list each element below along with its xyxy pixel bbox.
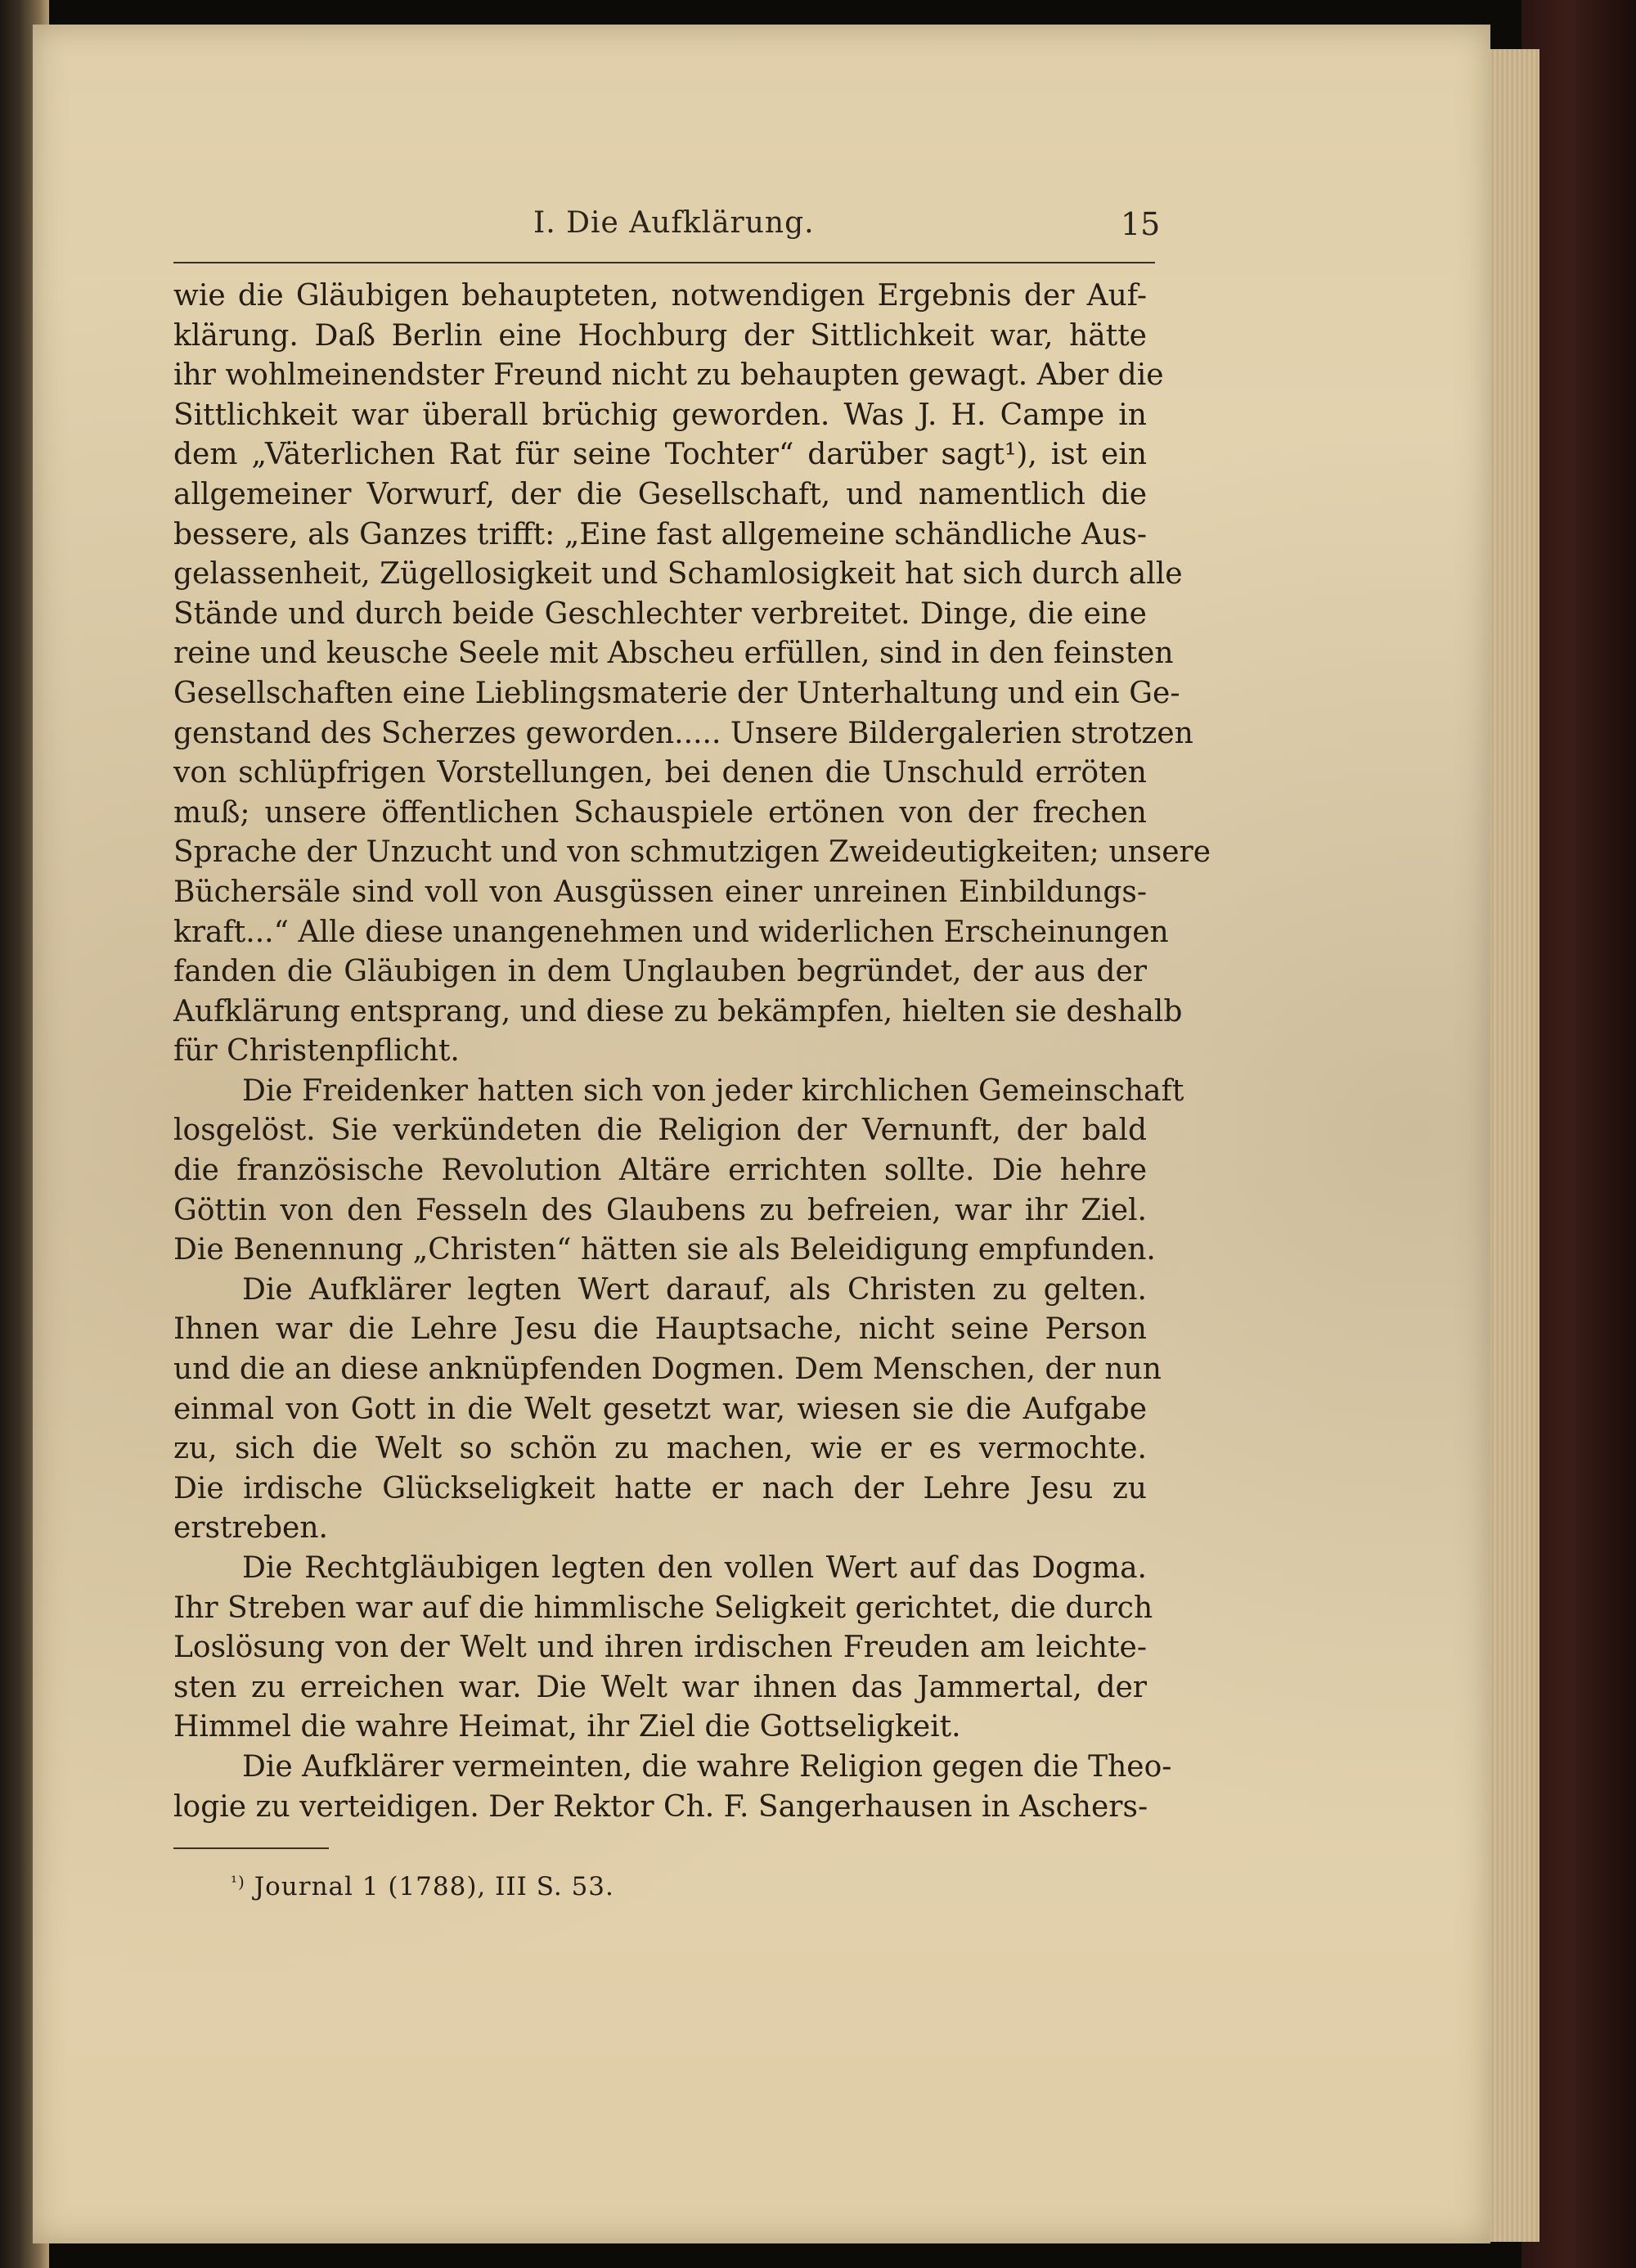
page-number: 15 (1121, 206, 1161, 242)
text-line: für Christenpflicht. (173, 1034, 460, 1069)
text-line: losgelöst. Sie verkündeten die Religion der Vernunft, der bald (173, 1114, 1147, 1148)
text-line: die französische Revolution Altäre errichten sollte. Die hehre (173, 1154, 1147, 1188)
text-line: bessere, als Ganzes trifft: „Eine fast allgemeine schändliche Aus- (173, 517, 1147, 551)
text-line: genstand des Scherzes geworden..... Unsere Bildergalerien strotzen (173, 716, 1193, 750)
text-line: einmal von Gott in die Welt gesetzt war, wiesen sie die Aufgabe (173, 1392, 1147, 1426)
text-line: Ihnen war die Lehre Jesu die Hauptsache, nicht seine Person (173, 1312, 1147, 1347)
footnote (231, 1872, 614, 1901)
text-line: Die irdische Glückseligkeit hatte er nach der Lehre Jesu zu (173, 1471, 1147, 1505)
text-line: zu, sich die Welt so schön zu machen, wie er es vermochte. (173, 1432, 1147, 1466)
text-line: reine und keusche Seele mit Abscheu erfüllen, sind in den feinsten (173, 637, 1174, 671)
text-line: Büchersäle sind voll von Ausgüssen einer unreinen Einbildungs- (173, 875, 1147, 909)
text-line: muß; unsere öffentlichen Schauspiele ertönen von der frechen (173, 795, 1147, 830)
footnote-text: Journal 1 (1788), III S. 53. (254, 1872, 614, 1901)
text-line: Himmel die wahre Heimat, ihr Ziel die Gottseligkeit. (173, 1710, 961, 1744)
text-line: Die Freidenker hatten sich von jeder kirchlichen Gemeinschaft (242, 1073, 1184, 1108)
text-line: Die Aufklärer legten Wert darauf, als Christen zu gelten. (242, 1272, 1147, 1307)
text-line: wie die Gläubigen behaupteten, notwendigen Ergebnis der Auf- (173, 279, 1147, 313)
body-text (173, 277, 1211, 1827)
text-line: ihr wohlmeinendster Freund nicht zu behaupten gewagt. Aber die (173, 358, 1164, 393)
text-line: Aufklärung entsprang, und diese zu bekämpfen, hielten sie deshalb (173, 994, 1183, 1028)
text-line: Sittlichkeit war überall brüchig geworden. Was J. H. Campe in (173, 398, 1147, 432)
text-line: klärung. Daß Berlin eine Hochburg der Sittlichkeit war, hätte (173, 318, 1147, 353)
text-line: Ihr Streben war auf die himmlische Seligkeit gerichtet, die durch (173, 1591, 1153, 1625)
footnote-rule (173, 1847, 329, 1849)
text-line: erstreben. (173, 1511, 328, 1546)
text-line: Göttin von den Fesseln des Glaubens zu befreien, war ihr Ziel. (173, 1193, 1147, 1227)
page-header (173, 206, 1161, 272)
text-line: Stände und durch beide Geschlechter verbreitet. Dinge, die eine (173, 596, 1147, 631)
header-rule (173, 262, 1155, 263)
text-line: dem „Väterlichen Rat für seine Tochter“ darüber sagt¹), ist ein (173, 438, 1147, 472)
text-line: Die Benennung „Christen“ hätten sie als Beleidigung empfunden. (173, 1233, 1156, 1267)
text-line: Loslösung von der Welt und ihren irdischen Freuden am leichte- (173, 1631, 1147, 1665)
text-line: logie zu verteidigen. Der Rektor Ch. F. Sangerhausen in Aschers- (173, 1789, 1148, 1824)
text-line: Gesellschaften eine Lieblingsmaterie der Unterhaltung und ein Ge- (173, 676, 1180, 710)
text-line: sten zu erreichen war. Die Welt war ihnen das Jammertal, der (173, 1670, 1147, 1704)
text-line: von schlüpfrigen Vorstellungen, bei denen die Unschuld erröten (173, 756, 1147, 790)
running-title: I. Die Aufklärung. (533, 206, 815, 240)
text-line: Sprache der Unzucht und von schmutzigen Zweideutigkeiten; unsere (173, 835, 1211, 870)
footnote-marker: ¹) (231, 1872, 245, 1892)
text-line: allgemeiner Vorwurf, der die Gesellschaft, und namentlich die (173, 477, 1147, 511)
text-line: fanden die Gläubigen in dem Unglauben begründet, der aus der (173, 955, 1147, 989)
text-line: Die Rechtgläubigen legten den vollen Wert auf das Dogma. (242, 1551, 1147, 1585)
page-stack-edge (1490, 49, 1539, 2242)
text-line: Die Aufklärer vermeinten, die wahre Religion gegen die Theo- (242, 1749, 1172, 1784)
text-line: kraft...“ Alle diese unangenehmen und widerlichen Erscheinungen (173, 915, 1169, 949)
text-line: und die an diese anknüpfenden Dogmen. Dem Menschen, der nun (173, 1352, 1162, 1387)
text-line: gelassenheit, Zügellosigkeit und Schamlosigkeit hat sich durch alle (173, 557, 1183, 592)
